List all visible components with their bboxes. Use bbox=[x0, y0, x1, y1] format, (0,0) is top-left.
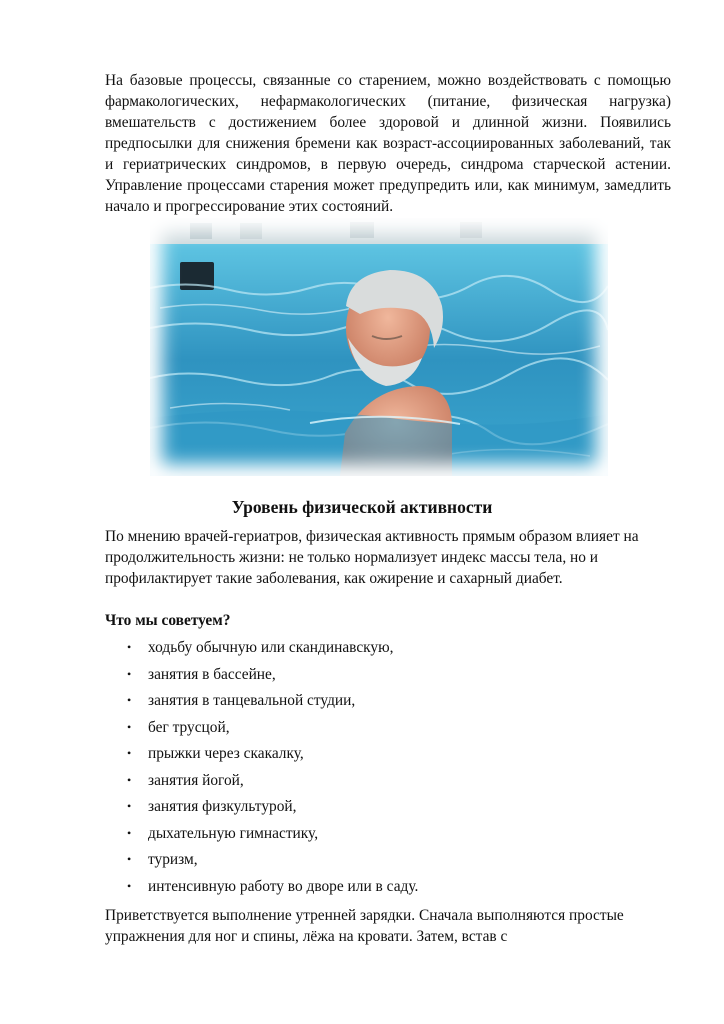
list-item: • бег трусцой, bbox=[127, 718, 230, 736]
intro-paragraph: На базовые процессы, связанные со старением, можно воздействовать с помощью фармакологических, нефармакологических (питание, физическая нагрузка) вмешательств с достижением более здоровой и длинной жизни. Появились предпосылки для снижения бремени как возраст-ассоциированных заболеваний, так и гериатрических синдромов, в первую очередь, синдрома старческой астении. Управление процессами старения может предупредить или, как минимум, замедлить начало и прогрессирование этих состояний. bbox=[105, 72, 671, 215]
list-item: • интенсивную работу во дворе или в саду. bbox=[127, 877, 419, 895]
bullet-icon: • bbox=[127, 746, 132, 760]
list-item: • занятия в танцевальной студии, bbox=[127, 692, 356, 709]
bullet-icon: • bbox=[127, 772, 132, 787]
list-item: • прыжки через скакалку, bbox=[127, 745, 304, 762]
advice-heading: Что мы советуем? bbox=[105, 612, 231, 629]
list-item: • занятия физкультурой, bbox=[127, 798, 297, 815]
bullet-icon: • bbox=[127, 825, 132, 840]
closing-paragraph: Приветствуется выполнение утренней зарядки. Сначала выполняются простые упражнения для ног и спины, лёжа на кровати. Затем, встав с bbox=[105, 907, 624, 945]
swimming-pool-photo bbox=[150, 218, 608, 476]
swimmer-illustration bbox=[150, 218, 608, 476]
list-item: • занятия в бассейне, bbox=[127, 665, 276, 683]
activity-paragraph: По мнению врачей-гериатров, физическая активность прямым образом влияет на продолжительность жизни: не только нормализует индекс массы тела, но и профилактирует такие заболевания, как ожирение и сахарный диабет. bbox=[105, 528, 639, 587]
bullet-icon: • bbox=[127, 666, 132, 681]
section-title: Уровень физической активности bbox=[231, 497, 493, 517]
bullet-icon: • bbox=[127, 878, 132, 893]
bullet-icon: • bbox=[127, 852, 132, 866]
list-item: • дыхательную гимнастику, bbox=[127, 824, 319, 842]
list-item: • ходьбу обычную или скандинавскую, bbox=[127, 639, 394, 656]
bullet-icon: • bbox=[127, 693, 132, 707]
advice-list bbox=[105, 637, 665, 902]
bullet-icon: • bbox=[127, 640, 132, 654]
bullet-icon: • bbox=[127, 719, 132, 734]
list-item: • занятия йогой, bbox=[127, 771, 244, 789]
list-item: • туризм, bbox=[127, 851, 198, 868]
bullet-icon: • bbox=[127, 799, 132, 813]
